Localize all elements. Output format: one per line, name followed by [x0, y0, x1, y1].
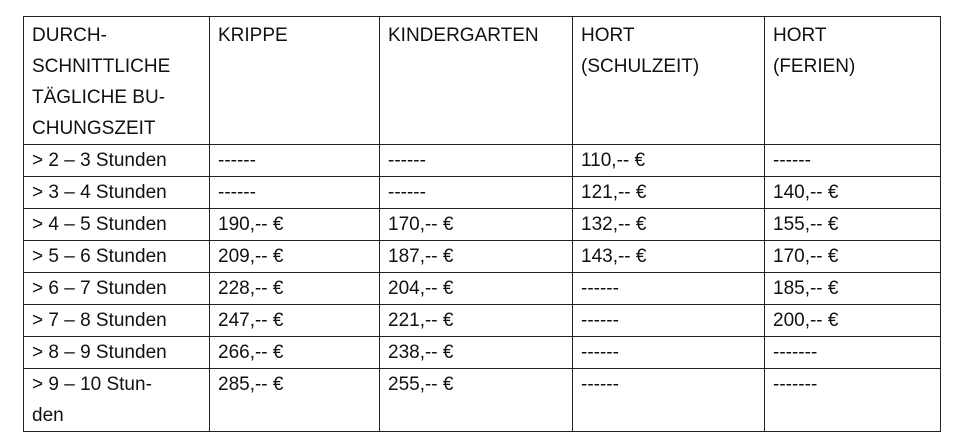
cell-hort-schulzeit: ------: [573, 369, 765, 432]
cell-kindergarten: 187,-- €: [380, 241, 573, 273]
header-hort-ferien: HORT (FERIEN): [765, 17, 941, 145]
table-row: [24, 241, 941, 273]
cell-booking-time: > 4 – 5 Stunden: [24, 209, 210, 241]
header-kindergarten: KINDERGARTEN: [380, 17, 573, 145]
cell-hort-schulzeit: 143,-- €: [573, 241, 765, 273]
cell-hort-ferien: 170,-- €: [765, 241, 941, 273]
header-booking-time: DURCH- SCHNITTLICHE TÄGLICHE BU- CHUNGSZEIT: [24, 17, 210, 145]
cell-hort-ferien: 155,-- €: [765, 209, 941, 241]
table-row: [24, 209, 941, 241]
cell-hort-schulzeit: 121,-- €: [573, 177, 765, 209]
cell-hort-schulzeit: 132,-- €: [573, 209, 765, 241]
cell-booking-time: > 8 – 9 Stunden: [24, 337, 210, 369]
cell-krippe: ------: [210, 145, 380, 177]
cell-kindergarten: 255,-- €: [380, 369, 573, 432]
fee-table-container: [23, 16, 941, 432]
table-row: [24, 305, 941, 337]
cell-kindergarten: 238,-- €: [380, 337, 573, 369]
cell-booking-time: > 6 – 7 Stunden: [24, 273, 210, 305]
table-row: [24, 337, 941, 369]
cell-kindergarten: 204,-- €: [380, 273, 573, 305]
cell-hort-schulzeit: ------: [573, 337, 765, 369]
cell-hort-schulzeit: 110,-- €: [573, 145, 765, 177]
cell-hort-schulzeit: ------: [573, 305, 765, 337]
table-row: [24, 145, 941, 177]
cell-krippe: 266,-- €: [210, 337, 380, 369]
cell-hort-ferien: -------: [765, 369, 941, 432]
header-krippe: KRIPPE: [210, 17, 380, 145]
table-row: [24, 369, 941, 432]
cell-hort-ferien: -------: [765, 337, 941, 369]
cell-booking-time: > 9 – 10 Stun- den: [24, 369, 210, 432]
cell-kindergarten: 221,-- €: [380, 305, 573, 337]
cell-booking-time: > 3 – 4 Stunden: [24, 177, 210, 209]
cell-booking-time: > 5 – 6 Stunden: [24, 241, 210, 273]
cell-krippe: 228,-- €: [210, 273, 380, 305]
cell-hort-ferien: 185,-- €: [765, 273, 941, 305]
cell-krippe: 285,-- €: [210, 369, 380, 432]
table-header-row: [24, 17, 941, 145]
header-hort-schulzeit: HORT (SCHULZEIT): [573, 17, 765, 145]
cell-krippe: 190,-- €: [210, 209, 380, 241]
cell-hort-ferien: ------: [765, 145, 941, 177]
cell-booking-time: > 2 – 3 Stunden: [24, 145, 210, 177]
cell-krippe: 209,-- €: [210, 241, 380, 273]
cell-booking-time: > 7 – 8 Stunden: [24, 305, 210, 337]
fee-table: [23, 16, 941, 432]
cell-hort-schulzeit: ------: [573, 273, 765, 305]
cell-kindergarten: 170,-- €: [380, 209, 573, 241]
cell-hort-ferien: 140,-- €: [765, 177, 941, 209]
cell-krippe: 247,-- €: [210, 305, 380, 337]
table-row: [24, 177, 941, 209]
cell-kindergarten: ------: [380, 145, 573, 177]
table-row: [24, 273, 941, 305]
cell-kindergarten: ------: [380, 177, 573, 209]
cell-krippe: ------: [210, 177, 380, 209]
cell-hort-ferien: 200,-- €: [765, 305, 941, 337]
